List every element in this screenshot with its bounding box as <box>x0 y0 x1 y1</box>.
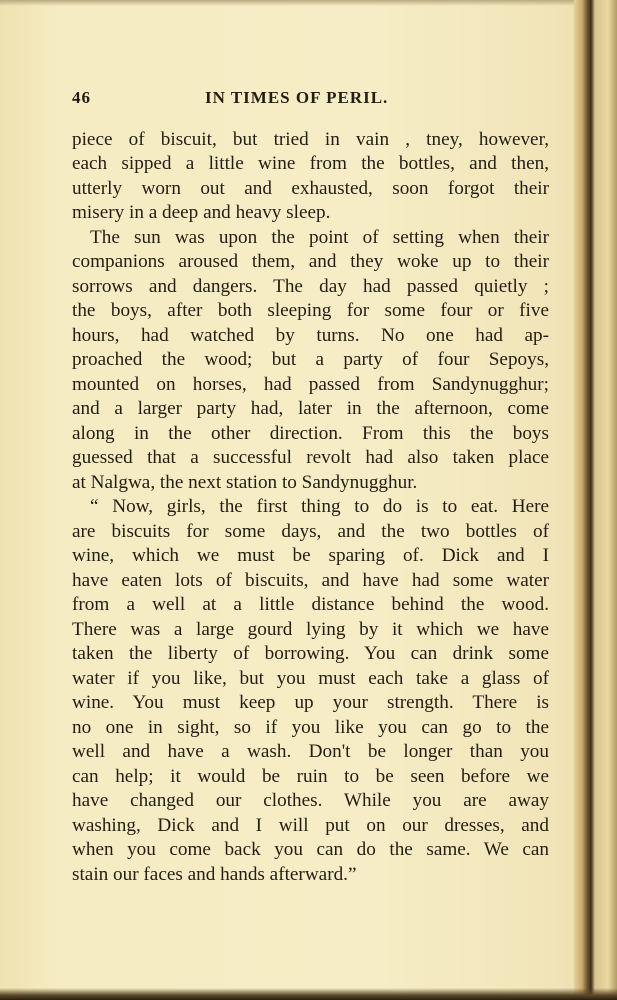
text-line: sorrows and dangers. The day had passed quietly ; <box>72 276 549 297</box>
text-line: stain our faces and hands afterward.” <box>72 864 357 885</box>
text-line: have eaten lots of biscuits, and have had some water <box>72 570 549 591</box>
text-line: well and have a wash. Don't be longer than you <box>72 741 549 762</box>
text-line: each sipped a little wine from the bottles, and then, <box>72 153 549 174</box>
text-line: misery in a deep and heavy sleep. <box>72 202 331 223</box>
text-line: wine, which we must be sparing of. Dick and I <box>72 545 549 566</box>
page-bottom-edge <box>0 988 617 1000</box>
text-line: from a well at a little distance behind the wood. <box>72 594 549 615</box>
text-line: There was a large gourd lying by it which we have <box>72 619 549 640</box>
text-line: guessed that a successful revolt had also taken place <box>72 447 549 468</box>
page-top-shadow <box>0 0 617 6</box>
text-line: the boys, after both sleeping for some four or five <box>72 300 549 321</box>
text-line: proached the wood; but a party of four Sepoys, <box>72 349 549 370</box>
text-line: no one in sight, so if you like you can go to the <box>72 717 549 738</box>
running-header <box>72 88 404 112</box>
book-spine-gutter <box>574 0 617 1000</box>
text-line: wine. You must keep up your strength. There is <box>72 692 549 713</box>
text-line: taken the liberty of borrowing. You can drink some <box>72 643 549 664</box>
text-line: mounted on horses, had passed from Sandynugghur; <box>72 374 549 395</box>
text-line: piece of biscuit, but tried in vain , tney, however, <box>72 129 549 150</box>
text-line: when you come back you can do the same. We can <box>72 839 549 860</box>
text-line: along in the other direction. From this the boys <box>72 423 549 444</box>
text-line: “ Now, girls, the first thing to do is to eat. Here <box>90 496 549 517</box>
text-line: The sun was upon the point of setting when their <box>90 227 549 248</box>
text-line: companions aroused them, and they woke up to their <box>72 251 549 272</box>
text-line: have changed our clothes. While you are away <box>72 790 549 811</box>
text-line: are biscuits for some days, and the two bottles of <box>72 521 549 542</box>
page-number: 46 <box>72 88 91 107</box>
text-line: at Nalgwa, the next station to Sandynugghur. <box>72 472 418 493</box>
text-line: and a larger party had, later in the afternoon, come <box>72 398 549 419</box>
text-line: can help; it would be ruin to be seen before we <box>72 766 549 787</box>
text-line: washing, Dick and I will put on our dresses, and <box>72 815 549 836</box>
text-line: utterly worn out and exhausted, soon forgot their <box>72 178 549 199</box>
text-line: hours, had watched by turns. No one had ap- <box>72 325 549 346</box>
text-line: water if you like, but you must each take a glass of <box>72 668 549 689</box>
running-title: IN TIMES OF PERIL. <box>205 88 389 107</box>
